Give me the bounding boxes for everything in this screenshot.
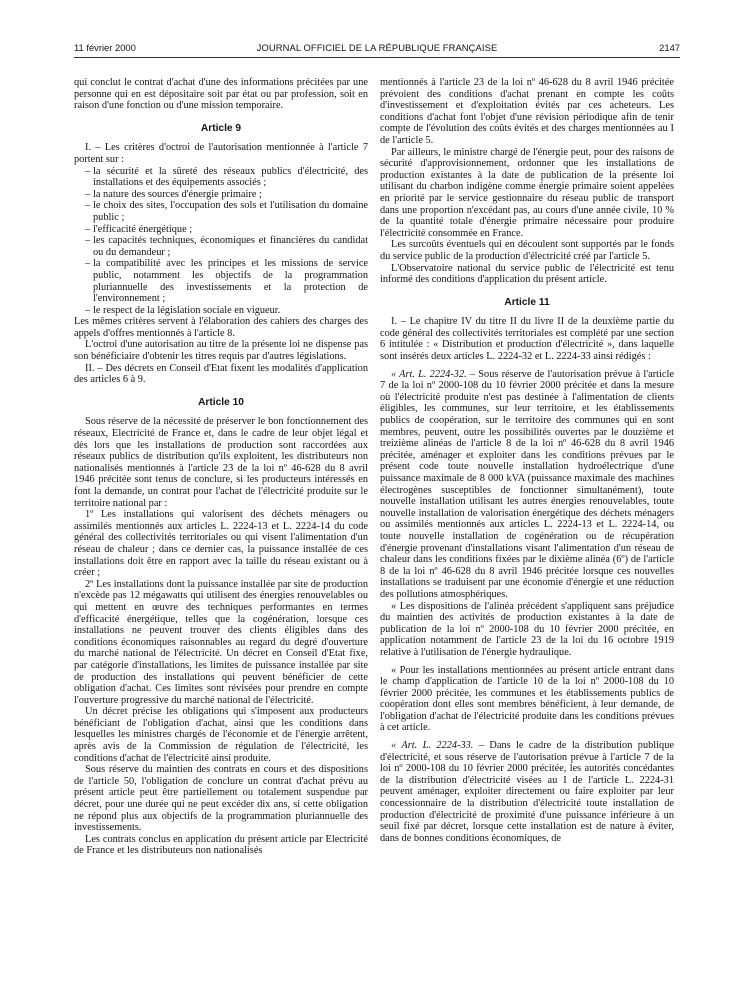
- paragraph: Un décret précise les obligations qui s'imposent aux producteurs bénéficiant de l'obligation d'achat, ainsi que les conditions dans lesquelles les ministres chargés de l'économie et de l'énergie arrêtent, après avis de la Commission de régulation de l'électricité, les conditions d'achat de l'électricité ainsi produite.: [74, 706, 368, 764]
- list-item: – la nature des sources d'énergie primaire ;: [85, 188, 262, 200]
- paragraph: Par ailleurs, le ministre chargé de l'énergie peut, pour des raisons de sécurité d'approvisionnement, ordonner que les installations de production existantes à la date de publication de la présente loi utilisant du charbon indigène comme énergie primaire soient appelées en priorité par le service gestionnaire du réseau public de transport dans une proportion n'excédant pas, au cours d'une année civile, 10 % de la quantité totale d'énergie primaire nécessaire pour produire l'électricité consommée en France.: [380, 146, 674, 239]
- issue-date: 11 février 2000: [74, 42, 136, 53]
- paragraph: I. – Le chapitre IV du titre II du livre II de la deuxième partie du code général des collectivités territoriales est complété par une section 6 intitulée : « Distribution et production d'électricité », dans laquelle sont insérés deux articles L. 2224-32 et L. 2224-33 ainsi rédigés :: [380, 316, 674, 363]
- paragraph: Sous réserve du maintien des contrats en cours et des dispositions de l'article 50, l'obligation de conclure un contrat d'achat prévu au présent article peut être partiellement ou totalement suspendue par décret, pour une durée qui ne peut excéder dix ans, si cette obligation ne répond plus aux objectifs de la programmation pluriannuelle des investissements.: [74, 764, 368, 834]
- criteria-list: [74, 166, 368, 317]
- paragraph: « Les dispositions de l'alinéa précédent s'appliquent sans préjudice du maintien des activités de production existantes à la date de publication de la loi nº 2000-108 du 10 février 2000 précitée, en application notamment de l'article 23 de la loi du 16 octobre 1919 relative à l'utilisation de l'énergie hydraulique.: [380, 600, 674, 658]
- paragraph: II. – Des décrets en Conseil d'Etat fixent les modalités d'application des articles 6 à 9.: [74, 362, 368, 386]
- article-heading: Article 9: [200, 122, 242, 134]
- right-column: [380, 77, 674, 844]
- paragraph: 1º Les installations qui valorisent des déchets ménagers ou assimilés mentionnés aux articles L. 2224-13 et L. 2224-14 du code général des collectivités territoriales ou qui visent l'alimentation d'un réseau de chaleur ; dans ce dernier cas, la puissance installée de ces installations doit être en rapport avec la taille du réseau existant ou à créer ;: [74, 509, 368, 579]
- paragraph: L'octroi d'une autorisation au titre de la présente loi ne dispense pas son bénéficiaire d'obtenir les titres requis par d'autres législations.: [74, 339, 368, 363]
- paragraph: mentionnés à l'article 23 de la loi nº 46-628 du 8 avril 1946 précitée prévoient des conditions d'achat prenant en compte les coûts d'investissement et d'exploitation évités par ces acheteurs. Les conditions d'achat font l'objet d'une révision périodique afin de tenir compte de l'évolution des coûts évités et des charges mentionnées au I de l'article 5.: [380, 77, 674, 146]
- article-reference: « Art. L. 2224-33.: [391, 740, 474, 752]
- list-item: – le respect de la législation sociale en vigueur.: [85, 304, 281, 316]
- journal-title: JOURNAL OFFICIEL DE LA RÉPUBLIQUE FRANÇAISE: [256, 42, 498, 53]
- page-number: 2147: [659, 42, 680, 53]
- paragraph: Sous réserve de la nécessité de préserver le bon fonctionnement des réseaux, Electricité de France et, dans le cadre de leur objet légal et dès lors que les installations de production sont raccordées aux réseaux publics de distribution qu'ils exploitent, les distributeurs non nationalisés mentionnés à l'article 23 de la loi nº 46-628 du 8 avril 1946 précitée sont tenus de conclure, si les producteurs intéressés en font la demande, un contrat pour l'achat de l'électricité produite sur le territoire national par :: [74, 416, 368, 509]
- article-heading: Article 11: [504, 296, 550, 308]
- article-heading: Article 10: [198, 396, 244, 408]
- paragraph: « Art. L. 2224-32. – Sous réserve de l'autorisation prévue à l'article 7 de la loi nº 2000-108 du 10 février 2000 précitée et dans la mesure où l'électricité produite n'est pas destinée à l'alimentation de clients éligibles, les communes, sur leur territoire, et les établissements publics de coopération, sur le territoire des communes qui en sont membres, peuvent, outre les possibilités ouvertes par le douzième et treizième alinéas de l'article 8 de la loi nº 46-628 du 8 avril 1946 précitée, aménager et exploiter dans les conditions prévues par le présent code toute nouvelle installation hydroélectrique d'une puissance maximale de 8 000 kVA (puissance maximale des machines électrogènes susceptibles de fonctionner simultanément), toute nouvelle installation utilisant les autres énergies renouvelables, toute nouvelle installation de valorisation énergétique des déchets ménagers ou assimilés mentionnés aux articles L. 2224-13 et L. 2224-14, ou toute nouvelle installation de cogénération ou de récupération d'énergie provenant d'installations visant l'alimentation d'un réseau de chaleur dans les conditions fixées par le dixième alinéa (6º) de l'article 8 de la loi nº 46-628 du 8 avril 1946 précitée lorsque ces nouvelles installations se traduisent par une économie d'énergie et une réduction des pollutions atmosphériques.: [380, 368, 674, 600]
- header-rule: [74, 57, 680, 58]
- paragraph: qui conclut le contrat d'achat d'une des informations précitées par une personne qui en est dépositaire soit par état ou par profession, soit en raison d'une fonction ou d'une mission temporaire.: [74, 77, 368, 112]
- paragraph: « Art. L. 2224-33. – Dans le cadre de la distribution publique d'électricité, et sous réserve de l'autorisation prévue à l'article 7 de la loi nº 2000-108 du 10 février 2000 précitée, les autorités concédantes de la distribution d'électricité visées au I de l'article L. 2224-31 peuvent aménager, exploiter directement ou faire exploiter par leur concessionnaire de la distribution d'électricité toute installation de production d'électricité de proximité d'une puissance inférieure à un seuil fixé par décret, lorsque cette installation est de nature à éviter, dans de bonnes conditions économiques, de: [380, 740, 674, 844]
- article-reference: « Art. L. 2224-32.: [391, 368, 467, 380]
- paragraph: Les contrats conclus en application du présent article par Electricité de France et les distributeurs non nationalisés: [74, 833, 368, 857]
- paragraph: Les surcoûts éventuels qui en découlent sont supportés par le fonds du service public de la production d'électricité créé par l'article 5.: [380, 239, 674, 262]
- list-item: – les capacités techniques, économiques et financières du candidat ou du demandeur ;: [85, 235, 368, 258]
- paragraph: 2º Les installations dont la puissance installée par site de production n'excède pas 12 mégawatts qui utilisent des énergies renouvelables ou qui mettent en œuvre des techniques performantes en termes d'efficacité énergétique, telles que la cogénération, lorsque ces installations ne peuvent trouver des clients éligibles dans des conditions économiques raisonnables au regard du degré d'ouverture du marché national de l'électricité. Un décret en Conseil d'Etat fixe, par catégorie d'installations, les limites de puissance installée par site de production des installations qui peuvent bénéficier de cette obligation d'achat. Ces limites sont révisées pour prendre en compte l'ouverture progressive du marché national de l'électricité.: [74, 578, 368, 706]
- paragraph: « Pour les installations mentionnées au présent article entrant dans le champ d'application de l'article 10 de la loi nº 2000-108 du 10 février 2000 précitée, les communes et les établissements publics de coopération dont elles sont membres bénéficient, à leur demande, de l'obligation d'achat de l'électricité produite dans les conditions prévues à cet article.: [380, 664, 674, 734]
- list-item: – l'efficacité énergétique ;: [85, 223, 193, 235]
- paragraph: Les mêmes critères servent à l'élaboration des cahiers des charges des appels d'offres mentionnés à l'article 8.: [74, 316, 368, 339]
- paragraph: I. – Les critères d'octroi de l'autorisation mentionnée à l'article 7 portent sur :: [74, 142, 368, 165]
- list-item: – le choix des sites, l'occupation des sols et l'utilisation du domaine public ;: [85, 200, 368, 223]
- left-column: [74, 77, 368, 857]
- list-item: – la sécurité et la sûreté des réseaux publics d'électricité, des installations et des équipements associés ;: [85, 165, 368, 189]
- list-item: – la compatibilité avec les principes et les missions de service public, notamment les objectifs de la programmation pluriannuelle des investissements et la protection de l'environnement ;: [85, 258, 368, 305]
- paragraph: L'Observatoire national du service public de l'électricité est tenu informé des conditions d'application du présent article.: [380, 262, 674, 286]
- page-header: [74, 38, 680, 54]
